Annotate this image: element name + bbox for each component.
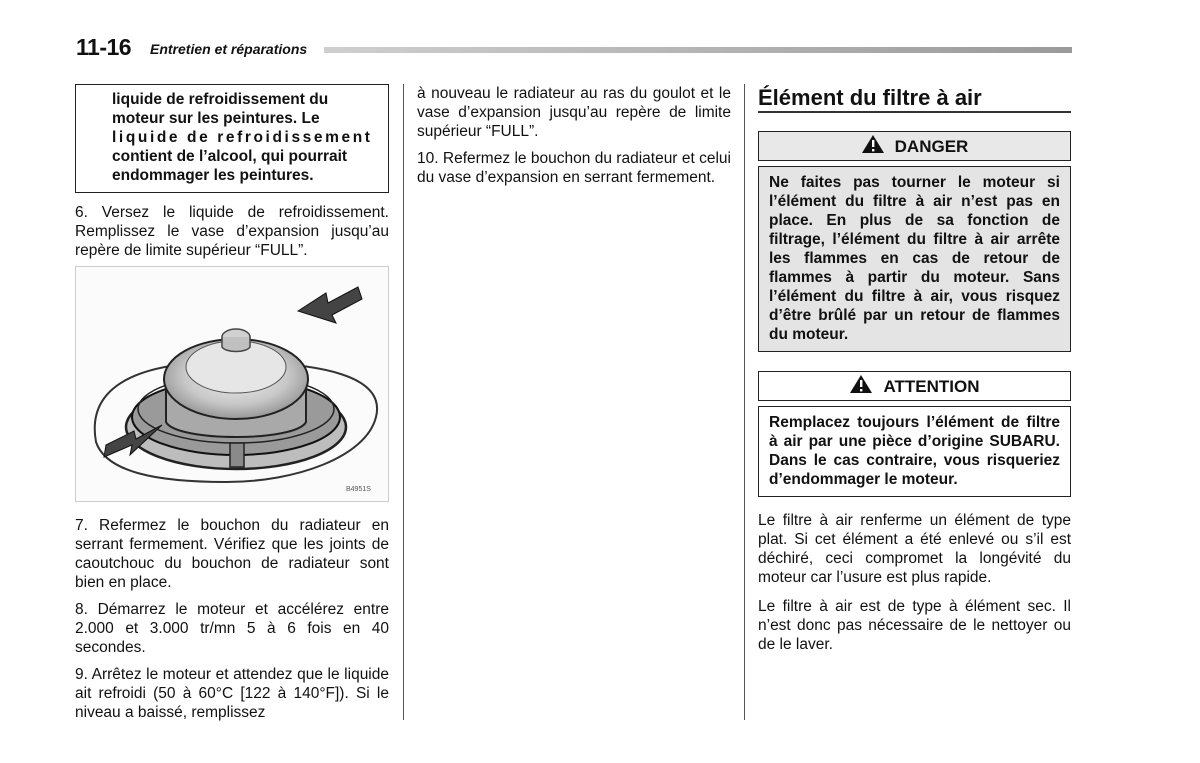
caution-line: endommager les peintures. xyxy=(112,167,314,184)
step-10: 10. Refermez le bouchon du radiateur et celui du vase d’expansion en serrant fermement. xyxy=(417,150,731,186)
caution-line: contient de l’alcool, qui pourrait xyxy=(112,148,348,165)
paragraph-2: Le filtre à air est de type à élément sec. Il n’est donc pas nécessaire de le nettoyer ou de le laver. xyxy=(758,598,1071,653)
page-number: 11-16 xyxy=(76,34,132,60)
caution-box-continued xyxy=(75,84,389,193)
header-rule xyxy=(324,47,1072,53)
attention-text: Remplacez toujours l’élément de filtre à air par une pièce d’origine SUBARU. Dans le cas contraire, vous risqueriez d’endommager le moteur. xyxy=(769,414,1060,488)
attention-box xyxy=(758,406,1071,497)
column-divider-1 xyxy=(403,84,404,720)
column-left xyxy=(75,84,389,722)
warning-triangle-icon xyxy=(849,374,873,398)
step-6: 6. Versez le liquide de refroidissement. Remplissez le vase d’expansion jusqu’au repère de limite supérieur “FULL”. xyxy=(75,204,389,259)
danger-text: Ne faites pas tourner le moteur si l’élément du filtre à air n’est pas en place. En plus de sa fonction de filtrage, l’élément du filtre à air arrête les flammes en cas de retour de flammes à partir du moteur. Sans l’élément du filtre à air, vous risquez d’être brûlé par un retour de flammes du moteur. xyxy=(769,174,1060,343)
attention-bar xyxy=(758,371,1071,401)
caution-line: moteur sur les peintures. Le xyxy=(112,110,320,127)
danger-notice xyxy=(758,131,1071,352)
page-header xyxy=(76,34,1072,64)
step-7: 7. Refermez le bouchon du radiateur en serrant fermement. Vérifiez que les joints de caoutchouc du bouchon de radiateur sont bien en place. xyxy=(75,517,389,591)
radiator-cap-figure xyxy=(75,266,389,502)
column-divider-2 xyxy=(744,84,745,720)
danger-label: DANGER xyxy=(894,136,969,156)
section-heading: Élément du filtre à air xyxy=(758,88,1071,113)
column-right xyxy=(758,84,1071,654)
step-9: 9. Arrêtez le moteur et attendez que le liquide ait refroidi (50 à 60°C [122 à 140°F]). Si le niveau a baissé, remplissez xyxy=(75,666,389,721)
danger-box xyxy=(758,166,1071,352)
caution-line: liquide de refroidissement du xyxy=(112,91,329,108)
radiator-cap-illustration xyxy=(76,267,388,501)
step-9-continued: à nouveau le radiateur au ras du goulot et le vase d’expansion jusqu’au repère de limite supérieur “FULL”. xyxy=(417,85,731,140)
attention-label: ATTENTION xyxy=(883,376,980,396)
attention-notice xyxy=(758,371,1071,497)
caution-line: liquide de refroidissement xyxy=(112,129,373,146)
column-middle xyxy=(417,84,731,187)
step-8: 8. Démarrez le moteur et accélérez entre 2.000 et 3.000 tr/mn 5 à 6 fois en 40 secondes. xyxy=(75,601,389,656)
warning-triangle-icon xyxy=(861,134,885,158)
paragraph-1: Le filtre à air renferme un élément de type plat. Si cet élément a été enlevé ou s’il est déchiré, ceci compromet la longévité du moteur car l’usure est plus rapide. xyxy=(758,512,1071,586)
section-title: Entretien et réparations xyxy=(150,41,308,57)
danger-bar xyxy=(758,131,1071,161)
figure-code: B4951S xyxy=(346,486,371,493)
